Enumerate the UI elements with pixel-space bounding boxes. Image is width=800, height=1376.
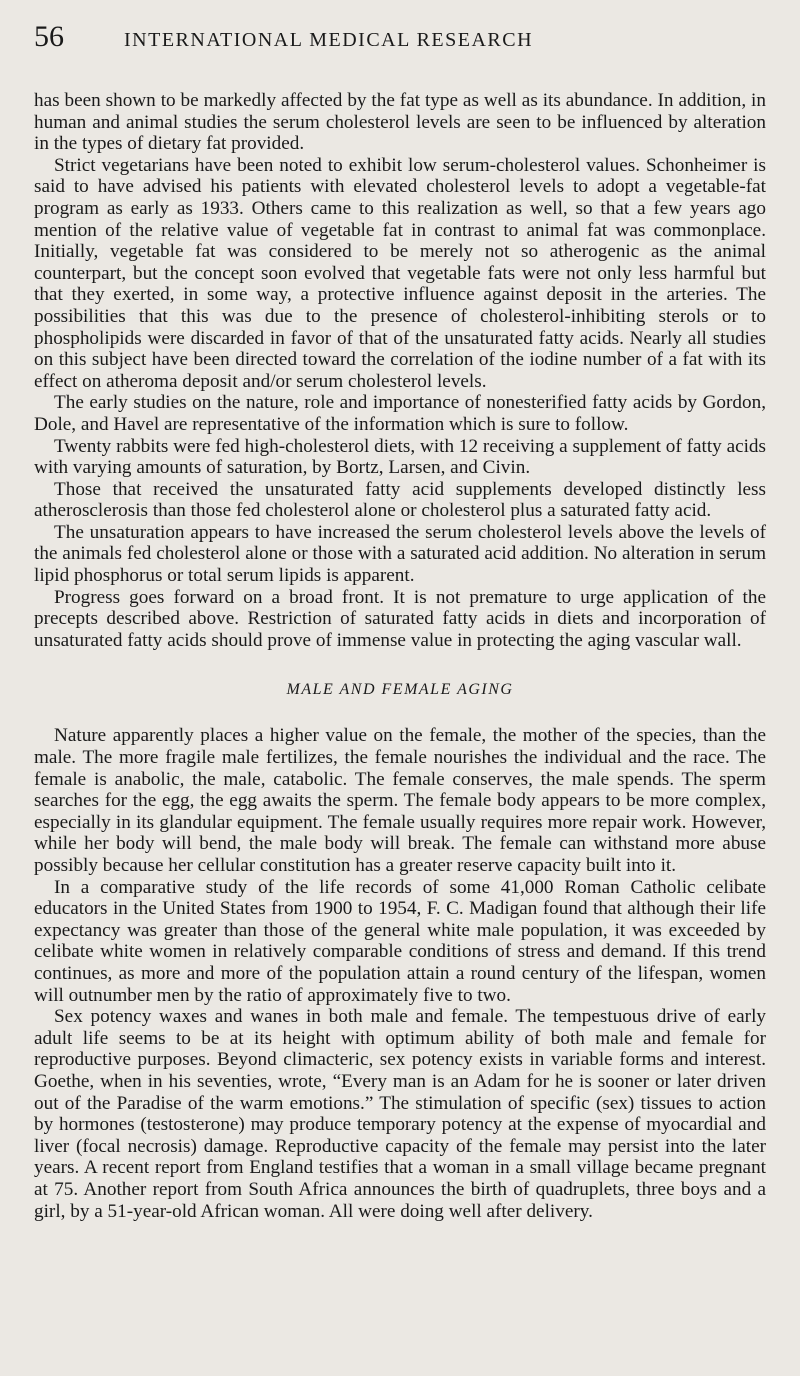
paragraph: has been shown to be markedly affected by the fat type as well as its abundance. In addition, in human and animal studies the serum cholesterol levels are seen to be influenced by alteration in the types of dietary fat provided. bbox=[34, 90, 766, 155]
page-number: 56 bbox=[34, 20, 64, 53]
paragraph: Strict vegetarians have been noted to exhibit low serum-cholesterol values. Schonheimer is said to have advised his patients with elevated cholesterol levels to adopt a vegetable-fat program as early as 1933. Others came to this realization as well, so that a few years ago mention of the relative value of vegetable fat in contrast to animal fat was commonplace. Initially, vegetable fat was considered to be merely not so atherogenic as the animal counterpart, but the concept soon evolved that vegetable fats were not only less harmful but that they exerted, in some way, a protective influence against deposit in the arteries. The possibilities that this was due to the presence of cholesterol-inhibiting sterols or to phospholipids were discarded in favor of that of the unsaturated fatty acids. Nearly all studies on this subject have been directed toward the correlation of the iodine number of a fat with its effect on atheroma deposit and/or serum cholesterol levels. bbox=[34, 154, 766, 392]
running-head bbox=[34, 20, 766, 64]
journal-title: INTERNATIONAL MEDICAL RESEARCH bbox=[124, 29, 534, 51]
paragraph: Twenty rabbits were fed high-cholesterol diets, with 12 receiving a supplement of fatty acids with varying amounts of saturation, by Bortz, Larsen, and Civin. bbox=[34, 435, 766, 479]
paragraph: The early studies on the nature, role and importance of nonesterified fatty acids by Gordon, Dole, and Havel are representative of the information which is sure to follow. bbox=[34, 392, 766, 435]
body-text bbox=[34, 90, 766, 1222]
paragraph: Progress goes forward on a broad front. It is not premature to urge application of the precepts described above. Restriction of saturated fatty acids in diets and incorporation of unsaturated fatty acids should prove of immense value in protecting the aging vascular wall. bbox=[34, 586, 766, 651]
paragraph: Nature apparently places a higher value on the female, the mother of the species, than the male. The more fragile male fertilizes, the female nourishes the individual and the race. The female is anabolic, the male, catabolic. The female conserves, the male spends. The sperm searches for the egg, the egg awaits the sperm. The female body appears to be more complex, especially in its glandular equipment. The female usually requires more repair work. However, while her body will bend, the male body will break. The female can withstand more abuse possibly because her cellular constitution has a greater reserve capacity built into it. bbox=[34, 725, 766, 876]
section-heading: MALE AND FEMALE AGING bbox=[286, 681, 514, 699]
paragraph: In a comparative study of the life records of some 41,000 Roman Catholic celibate educators in the United States from 1900 to 1954, F. C. Madigan found that although their life expectancy was greater than those of the general white male population, it was exceeded by celibate white women in relatively comparable conditions of stress and demand. If this trend continues, as more and more of the population attain a round century of the lifespan, women will outnumber men by the ratio of approximately five to two. bbox=[34, 876, 766, 1006]
paragraph: Sex potency waxes and wanes in both male and female. The tempestuous drive of early adult life seems to be at its height with optimum ability of both male and female for reproductive purposes. Beyond climacteric, sex potency exists in variable forms and interest. Goethe, when in his seventies, wrote, “Every man is an Adam for he is sooner or later driven out of the Paradise of the warm emotions.” The stimulation of specific (sex) tissues to action by hormones (testosterone) may produce temporary potency at the expense of myocardial and liver (focal necrosis) damage. Reproductive capacity of the female may persist into the later years. A recent report from England testifies that a woman in a small village became pregnant at 75. Another report from South Africa announces the birth of quadruplets, three boys and a girl, by a 51-year-old African woman. All were doing well after delivery. bbox=[34, 1006, 766, 1222]
paragraph: The unsaturation appears to have increased the serum cholesterol levels above the levels of the animals fed cholesterol alone or those with a saturated acid addition. No alteration in serum lipid phosphorus or total serum lipids is apparent. bbox=[34, 521, 766, 587]
paragraph: Those that received the unsaturated fatty acid supplements developed distinctly less atherosclerosis than those fed cholesterol alone or cholesterol plus a saturated fatty acid. bbox=[34, 478, 766, 522]
